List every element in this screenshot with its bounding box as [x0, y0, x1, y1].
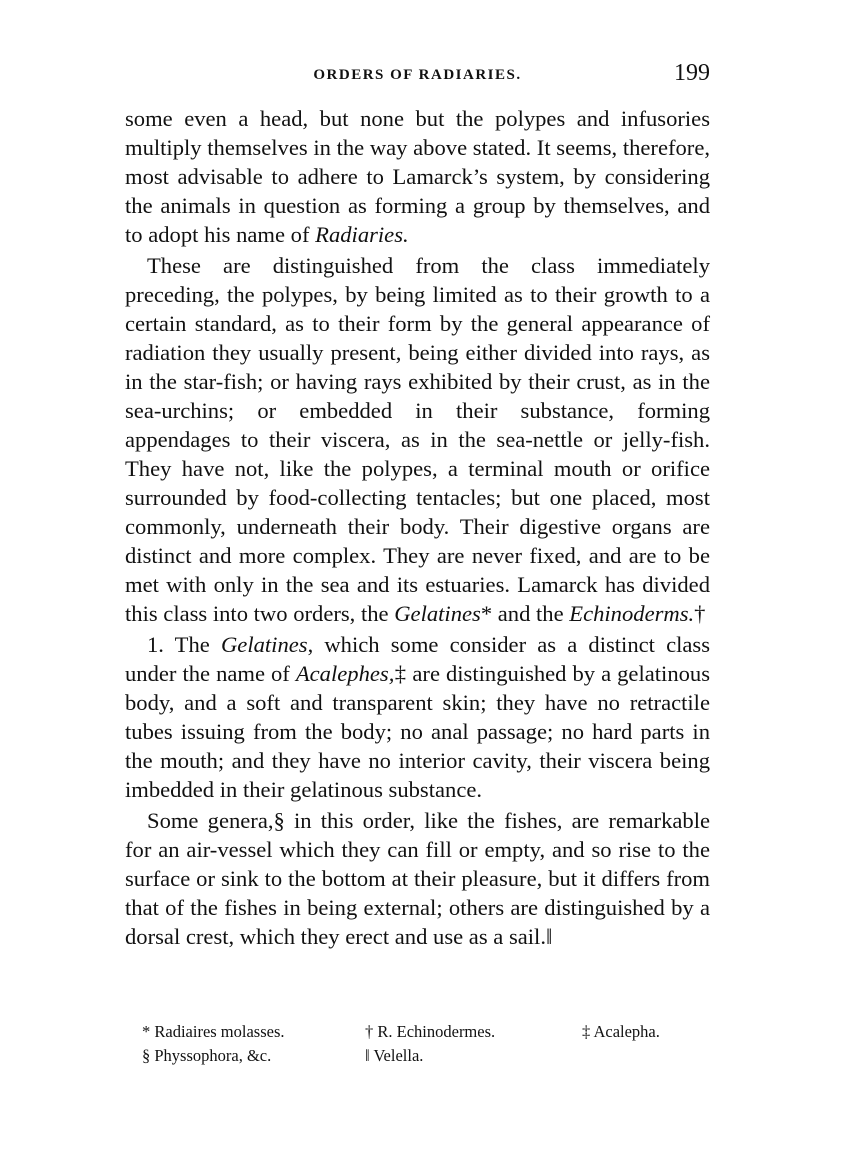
footnote-mark-double-dagger: ‡ [394, 661, 407, 686]
paragraph-2-text: These are distinguished from the class immediately preceding, the polypes, by being limited as to their growth to a certain standard, as to their form by the general appearance of radiation they usually present, being either divided into rays, as in the star-fish; or having rays exhibited by their crust, as in the sea-urchins; or embedded in their substance, forming appendages to their viscera, as in the sea-nettle or jelly-fish. They have not, like the polypes, a terminal mouth or orifice surrounded by food-collecting tentacles; but one placed, most commonly, underneath their body. Their digestive organs are distinct and more complex. They are never fixed, and are to be met with only in the sea and its estuaries. Lamarck has divided this class into two orders, the [125, 253, 710, 626]
term-radiaries: Radiaries. [315, 222, 409, 247]
running-head [125, 60, 710, 90]
page-number: 199 [674, 60, 710, 86]
footnote-radiaires: * Radiaires molasses. [142, 1022, 285, 1041]
body-text [125, 104, 710, 951]
paragraph-3 [125, 630, 710, 804]
footnote-row-1 [130, 1020, 710, 1044]
paragraph-1 [125, 104, 710, 249]
paragraph-2-mid: and the [492, 601, 570, 626]
footnote-physsophora: § Physsophora, &c. [142, 1046, 272, 1065]
paragraph-3-start: 1. The [147, 632, 221, 657]
footnote-acalepha: ‡ Acalepha. [582, 1022, 660, 1041]
term-echinoderms: Echinoderms. [569, 601, 695, 626]
footnotes [130, 1020, 710, 1068]
paragraph-3-text: , which some consider as a distinct class under the name of [125, 632, 710, 686]
footnote-echinodermes: † R. Echinodermes. [365, 1022, 496, 1041]
term-acalephes: Acalephes, [295, 661, 395, 686]
paragraph-3-end: are distinguished by a gelatinous body, and a soft and transparent skin; they have no retractile tubes issuing from the body; no anal passage; no hard parts in the mouth; and they have no interior cavity, their viscera being imbedded in their gelatinous substance. [125, 661, 711, 802]
footnote-row-2 [130, 1044, 710, 1068]
term-gelatines: Gelatines [394, 601, 481, 626]
paragraph-2 [125, 251, 710, 628]
running-title: ORDERS OF RADIARIES. [313, 67, 522, 83]
term-gelatines-2: Gelatines [220, 632, 308, 657]
paragraph-4 [125, 806, 710, 951]
paragraph-1-text: some even a head, but none but the polypes and infusories multiply themselves in the way above stated. It seems, therefore, most advisable to adhere to Lamarck’s system, by considering the animals in question as forming a group by themselves, and to adopt his name of [125, 106, 710, 247]
footnote-velella: ‖ Velella. [365, 1046, 424, 1065]
paragraph-4-text: Some genera,§ in this order, like the fishes, are remarkable for an air-vessel which they can fill or empty, and so rise to the surface or sink to the bottom at their pleasure, but it differs from that of the fishes in being external; others are distinguished by a dorsal crest, which they erect and use as a sail.‖ [125, 808, 710, 949]
footnote-mark-star: * [480, 601, 493, 626]
footnote-mark-dagger: † [694, 601, 706, 626]
